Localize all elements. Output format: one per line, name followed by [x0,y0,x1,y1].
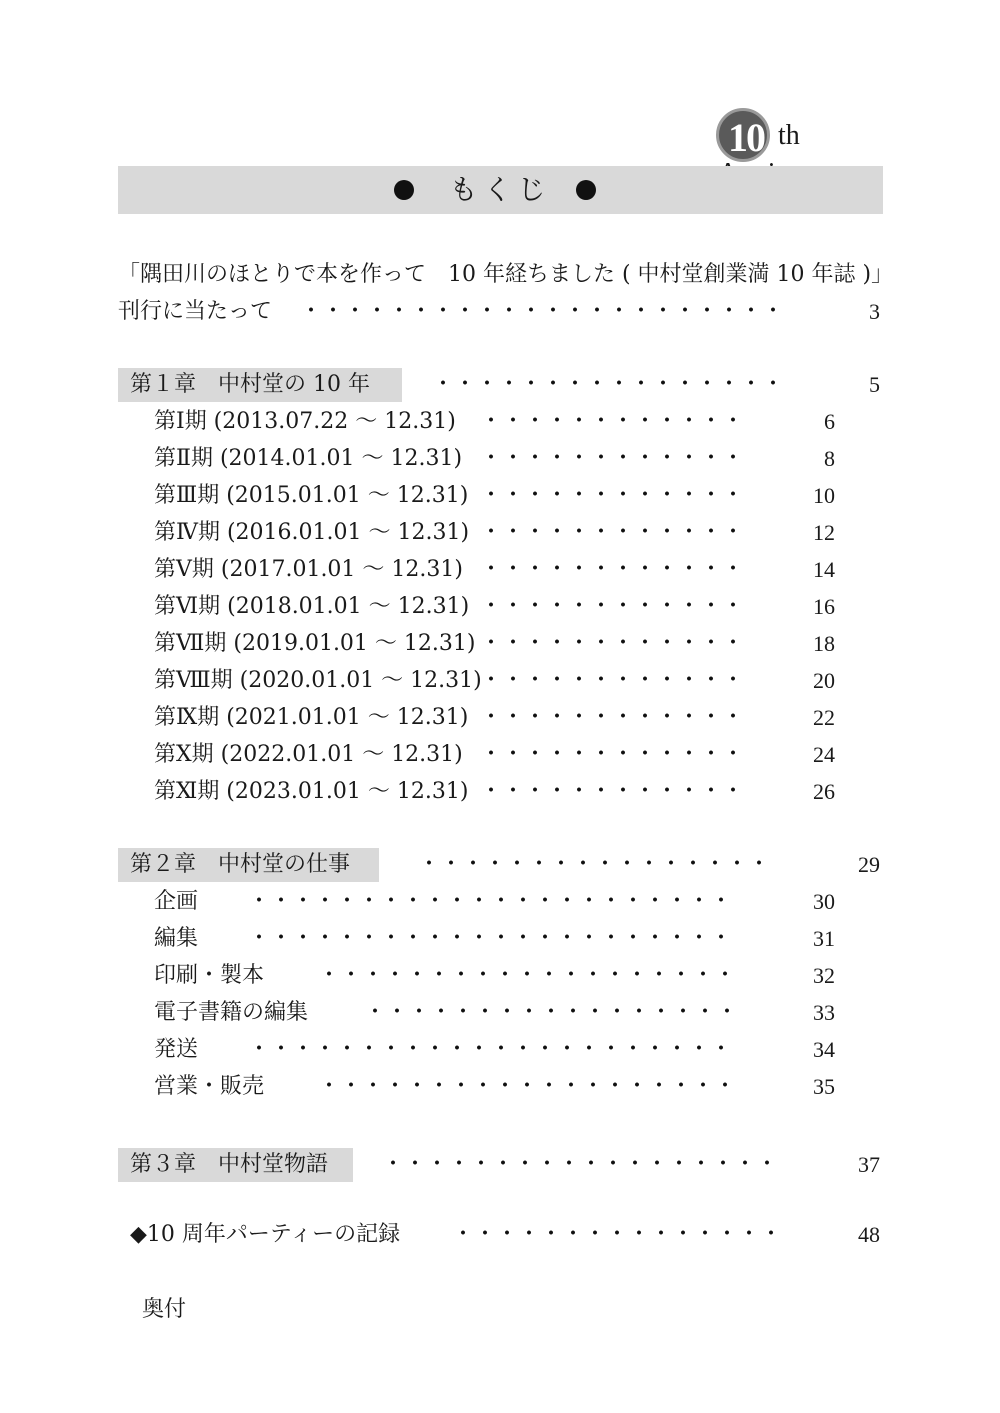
toc-entry-item[interactable] [0,701,1000,735]
intro-line-1: 「隅田川のほとりで本を作って 10 年経ちました ( 中村堂創業満 10 年誌 )」 [118,262,894,287]
toc-entry-item[interactable] [0,1070,1000,1104]
toc-entry-item[interactable] [0,885,1000,919]
leader-dots: ・・・・・・・・・・・・ [480,742,745,767]
intro-line-2: 刊行に当たって [118,299,273,324]
item-label: 第Ⅳ期 (2016.01.01 〜 12.31) [154,520,470,545]
toc-entry-item[interactable] [0,738,1000,772]
leader-dots: ・・・・・・・・・・・・・・・・ [418,852,771,877]
page-number: 22 [813,705,835,730]
toc-entry-colophon[interactable]: 奥付 [142,1297,187,1322]
item-label: 第Ⅶ期 (2019.01.01 〜 12.31) [154,631,476,656]
item-label: 発送 [154,1037,199,1062]
toc-entry-party[interactable] [0,1218,1000,1252]
page-number: 35 [813,1074,835,1099]
page-number: 24 [813,742,835,767]
leader-dots: ・・・・・・・・・・・・・・・・・・・・・・ [300,299,785,324]
leader-dots: ・・・・・・・・・・・・ [480,446,745,471]
item-label: 電子書籍の編集 [154,1000,309,1025]
leader-dots: ・・・・・・・・・・・・・・・・・・・ [318,1074,737,1099]
toc-entry-intro[interactable] [0,295,1000,329]
leader-dots: ・・・・・・・・・・・・ [480,631,745,656]
toc-entry-item[interactable] [0,553,1000,587]
leader-dots: ・・・・・・・・・・・・ [480,779,745,804]
leader-dots: ・・・・・・・・・・・・・・・ [452,1222,783,1247]
item-label: 第Ⅺ期 (2023.01.01 〜 12.31) [154,779,469,804]
anniversary-suffix: th [778,120,800,151]
page-number: 3 [869,299,880,324]
leader-dots: ・・・・・・・・・・・・・・・・・・・・・・ [248,926,733,951]
page-number: 31 [813,926,835,951]
toc-title: もくじ [449,173,552,206]
chapter-2-label: 第２章 中村堂の仕事 [130,852,351,877]
leader-dots: ・・・・・・・・・・・・ [480,557,745,582]
leader-dots: ・・・・・・・・・・・・ [480,668,745,693]
page-number: 30 [813,889,835,914]
toc-entry-item[interactable] [0,627,1000,661]
page-number: 5 [869,372,880,397]
item-label: 企画 [154,889,199,914]
leader-dots: ・・・・・・・・・・・・・・・・・・・・・・ [248,889,733,914]
toc-entry-item[interactable] [0,442,1000,476]
leader-dots: ・・・・・・・・・・・・・・・・・・・・・・ [248,1037,733,1062]
leader-dots: ・・・・・・・・・・・・ [480,483,745,508]
leader-dots: ・・・・・・・・・・・・・・・・・・・ [318,963,737,988]
toc-entry-item[interactable] [0,922,1000,956]
page-number: 20 [813,668,835,693]
page-number: 33 [813,1000,835,1025]
leader-dots: ・・・・・・・・・・・・ [480,705,745,730]
item-label: 第Ⅸ期 (2021.01.01 〜 12.31) [154,705,469,730]
toc-entry-item[interactable] [0,479,1000,513]
toc-entry-item[interactable] [0,516,1000,550]
leader-dots: ・・・・・・・・・・・・・・・・ [432,372,785,397]
page-number: 37 [858,1152,880,1177]
anniversary-number: 10 [728,115,764,160]
page-number: 16 [813,594,835,619]
item-label: 第Ⅷ期 (2020.01.01 〜 12.31) [154,668,482,693]
item-label: 第Ⅵ期 (2018.01.01 〜 12.31) [154,594,470,619]
toc-entry-chapter-1[interactable] [0,368,1000,402]
toc-entry-item[interactable] [0,1033,1000,1067]
page-number: 26 [813,779,835,804]
toc-entry-item[interactable] [0,664,1000,698]
toc-entry-item[interactable] [0,590,1000,624]
leader-dots: ・・・・・・・・・・・・ [480,594,745,619]
page-number: 6 [824,409,835,434]
toc-entry-item[interactable] [0,405,1000,439]
toc-entry-chapter-2[interactable] [0,848,1000,882]
item-label: 第Ⅲ期 (2015.01.01 〜 12.31) [154,483,469,508]
chapter-3-label: 第３章 中村堂物語 [130,1152,329,1177]
toc-title-bar [118,166,883,214]
page-number: 48 [858,1222,880,1247]
page-number: 8 [824,446,835,471]
item-label: 第Ⅰ期 (2013.07.22 〜 12.31) [154,409,456,434]
page-number: 10 [813,483,835,508]
item-label: 第Ⅱ期 (2014.01.01 〜 12.31) [154,446,463,471]
page-number: 29 [858,852,880,877]
leader-dots: ・・・・・・・・・・・・・・・・・ [364,1000,739,1025]
party-label: ◆10 周年パーティーの記録 [130,1222,401,1247]
toc-entry-chapter-3[interactable] [0,1148,1000,1182]
toc-entry-item[interactable] [0,959,1000,993]
item-label: 第Ⅴ期 (2017.01.01 〜 12.31) [154,557,463,582]
leader-dots: ・・・・・・・・・・・・ [480,520,745,545]
page-number: 32 [813,963,835,988]
page-number: 14 [813,557,835,582]
item-label: 第Ⅹ期 (2022.01.01 〜 12.31) [154,742,463,767]
bullet-right-icon [576,180,596,200]
page-number: 34 [813,1037,835,1062]
leader-dots: ・・・・・・・・・・・・ [480,409,745,434]
page-number: 18 [813,631,835,656]
anniversary-circle [716,108,770,162]
item-label: 印刷・製本 [154,963,265,988]
item-label: 編集 [154,926,199,951]
chapter-1-label: 第１章 中村堂の 10 年 [130,372,370,397]
toc-entry-item[interactable] [0,775,1000,809]
toc-entry-item[interactable] [0,996,1000,1030]
page-number: 12 [813,520,835,545]
leader-dots: ・・・・・・・・・・・・・・・・・・ [382,1152,779,1177]
item-label: 営業・販売 [154,1074,265,1099]
